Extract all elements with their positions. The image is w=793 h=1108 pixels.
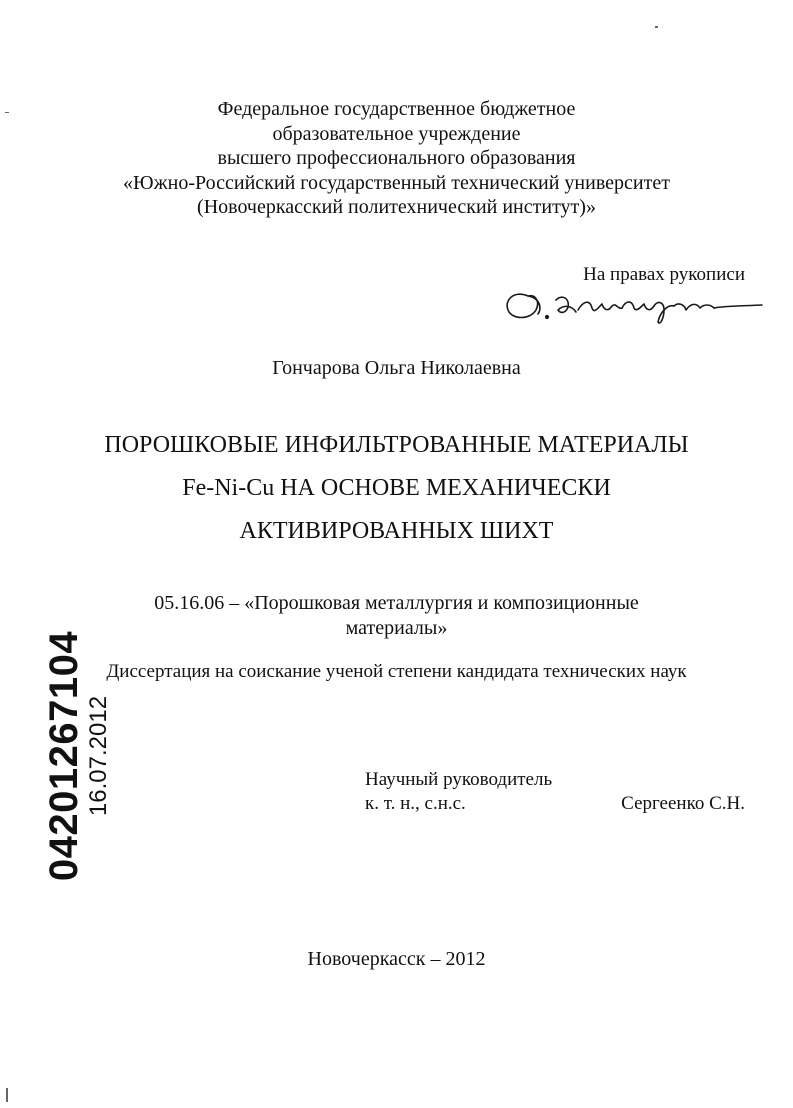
scan-speck [5, 112, 9, 113]
author-name: Гончарова Ольга Николаевна [272, 357, 521, 379]
organization-line: Федеральное государственное бюджетное [217, 98, 576, 120]
dissertation-title [0, 424, 793, 553]
specialty-code [0, 591, 793, 641]
organization-line: образовательное учреждение [272, 122, 521, 145]
supervisor-row [365, 792, 745, 816]
dissertation-type: Диссертация на соискание ученой степени кандидата технических наук [106, 661, 687, 682]
scan-speck [6, 1088, 8, 1102]
organization-line: (Новочеркасский политехнический институт)» [197, 196, 596, 218]
title-line: Fe-Ni-Cu НА ОСНОВЕ МЕХАНИЧЕСКИ [182, 475, 611, 501]
specialty-line: материалы» [345, 617, 448, 639]
supervisor-block [365, 768, 745, 816]
specialty-line: 05.16.06 – «Порошковая металлургия и композиционные [154, 592, 639, 614]
supervisor-degree: к. т. н., с.н.с. [365, 793, 466, 814]
organization-block [0, 97, 793, 220]
supervisor-name: Сергеенко С.Н. [621, 793, 745, 814]
library-stamp [44, 631, 112, 881]
stamp-number: 04201267104 [42, 630, 86, 882]
organization-line: «Южно-Российский государственный технический университет [123, 171, 670, 194]
stamp-date: 16.07.2012 [85, 695, 112, 817]
organization-line: высшего профессионального образования [217, 147, 576, 169]
title-line: АКТИВИРОВАННЫХ ШИХТ [239, 518, 554, 544]
manuscript-note: На правах рукописи [583, 264, 745, 285]
city-year: Новочеркасск – 2012 [307, 948, 486, 970]
handwritten-signature [500, 282, 770, 328]
title-line: ПОРОШКОВЫЕ ИНФИЛЬТРОВАННЫЕ МАТЕРИАЛЫ [104, 432, 689, 458]
supervisor-label: Научный руководитель [365, 769, 553, 790]
scan-speck [655, 26, 658, 28]
